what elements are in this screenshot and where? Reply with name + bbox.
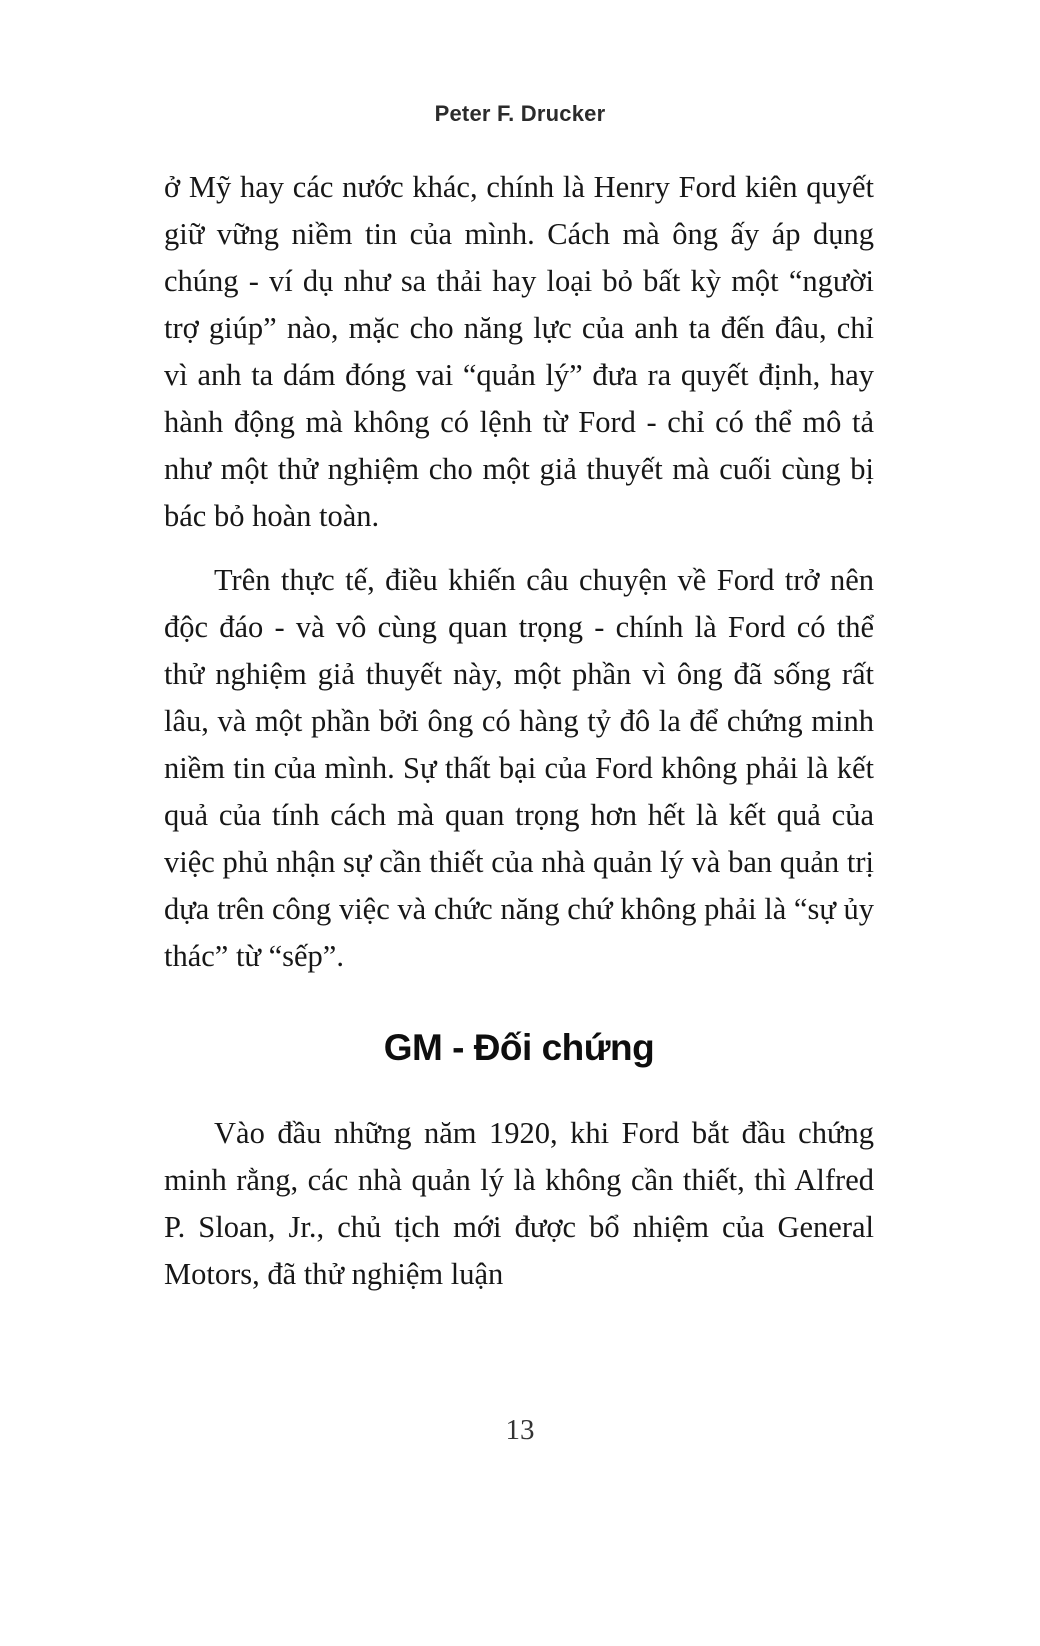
page-number: 13 bbox=[505, 1414, 535, 1446]
paragraph-gm-intro: Vào đầu những năm 1920, khi Ford bắt đầu chứng minh rằng, các nhà quản lý là không cần thiết, thì Alfred P. Sloan, Jr., chủ tịch mới được bổ nhiệm của General Motors, đã thử nghiệm luận bbox=[164, 1116, 874, 1291]
section-heading: GM - Đối chứng bbox=[383, 1027, 655, 1068]
paragraph-ford-story: Trên thực tế, điều khiến câu chuyện về Ford trở nên độc đáo - và vô cùng quan trọng - chính là Ford có thể thử nghiệm giả thuyết này, một phần vì ông đã sống rất lâu, và một phần bởi ông có hàng tỷ đô la để chứng minh niềm tin của mình. Sự thất bại của Ford không phải là kết quả của tính cách mà quan trọng hơn hết là kết quả của việc phủ nhận sự cần thiết của nhà quản lý và ban quản trị dựa trên công việc và chức năng chứ không phải là “sự ủy thác” từ “sếp”. bbox=[164, 563, 874, 973]
paragraph-continuation: ở Mỹ hay các nước khác, chính là Henry Ford kiên quyết giữ vững niềm tin của mình. Cách mà ông ấy áp dụng chúng - ví dụ như sa thải hay loại bỏ bất kỳ một “người trợ giúp” nào, mặc cho năng lực của anh ta đến đâu, chỉ vì anh ta dám đóng vai “quản lý” đưa ra quyết định, hay hành động mà không có lệnh từ Ford - chỉ có thể mô tả như một thử nghiệm cho một giả thuyết mà cuối cùng bị bác bỏ hoàn toàn. bbox=[164, 170, 874, 533]
text-block bbox=[164, 164, 874, 1315]
running-header: Peter F. Drucker bbox=[434, 101, 606, 126]
